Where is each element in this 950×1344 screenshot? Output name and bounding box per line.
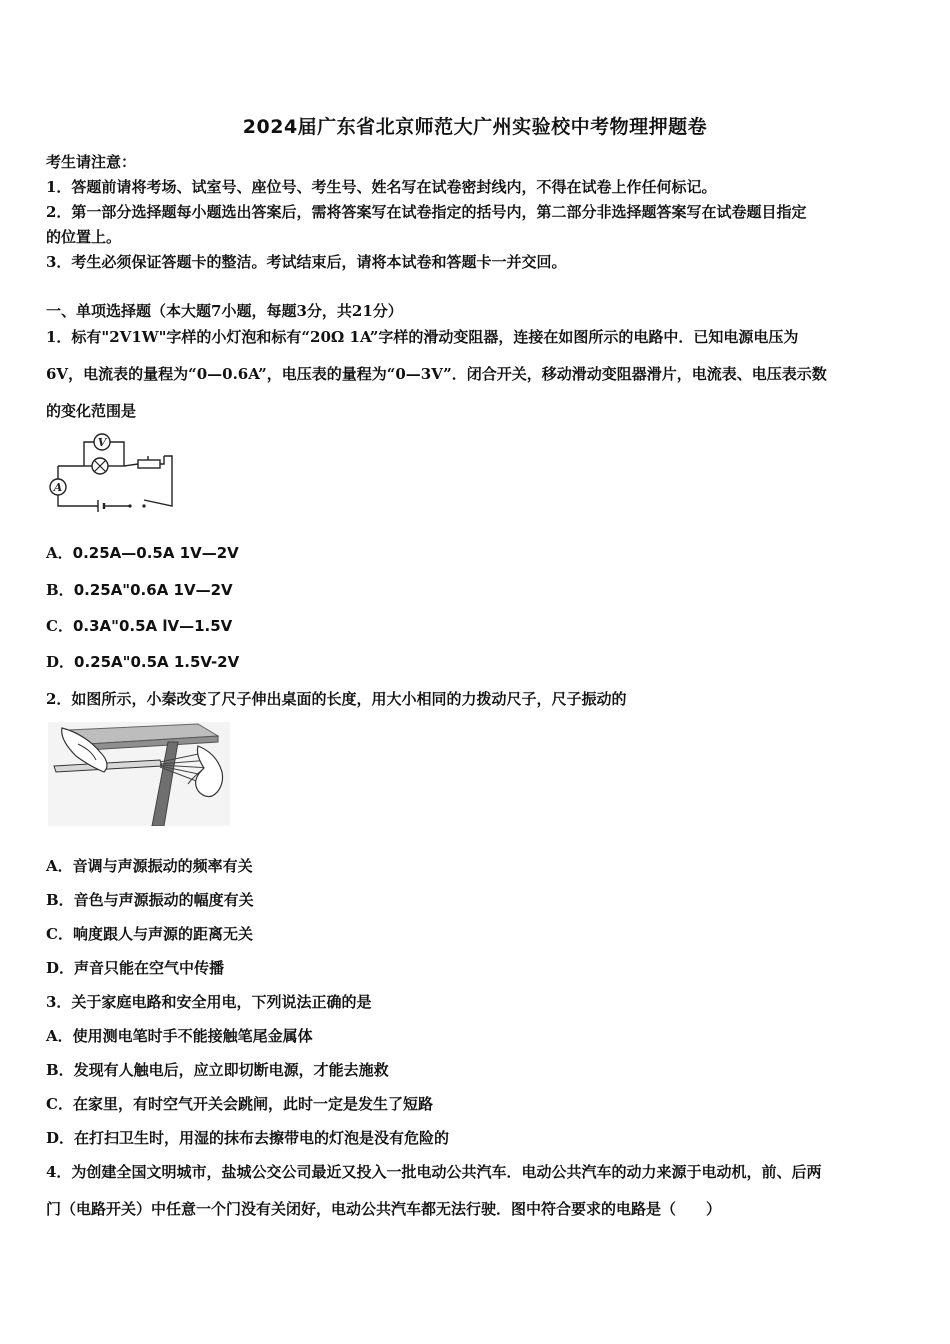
notice-item: 的位置上。 xyxy=(46,228,122,246)
notice-item: 3．考生必须保证答题卡的整洁。考试结束后，请将本试卷和答题卡一并交回。 xyxy=(46,253,567,271)
ammeter-symbol xyxy=(50,479,66,495)
q1-option-d[interactable] xyxy=(46,653,239,671)
voltmeter-label: V xyxy=(97,436,107,449)
option-text: 0.25A—0.5A 1V—2V xyxy=(72,544,239,562)
q3-option-c[interactable]: C．在家里，有时空气开关会跳闸，此时一定是发生了短路 xyxy=(46,1095,433,1113)
option-text: 0.25A"0.6A 1V—2V xyxy=(73,581,233,599)
option-letter: B． xyxy=(46,581,74,599)
section-heading: 一、单项选择题（本大题7小题，每题3分，共21分） xyxy=(46,302,403,320)
option-letter: C． xyxy=(46,617,73,635)
q2-option-a[interactable]: A．音调与声源振动的频率有关 xyxy=(46,857,253,875)
q1-stem-line: 6V，电流表的量程为“0—0.6A”，电压表的量程为“0—3V”．闭合开关，移动滑动变阻器滑片，电流表、电压表示数 xyxy=(46,365,827,383)
option-letter: D． xyxy=(46,653,75,671)
lamp-symbol xyxy=(92,458,108,474)
q2-option-d[interactable]: D．声音只能在空气中传播 xyxy=(46,959,225,977)
notice-item: 1．答题前请将考场、试室号、座位号、考生号、姓名写在试卷密封线内，不得在试卷上作任何标记。 xyxy=(46,178,717,196)
q2-option-c[interactable]: C．响度跟人与声源的距离无关 xyxy=(46,925,253,943)
option-text: 0.25A"0.5A 1.5V-2V xyxy=(74,653,240,671)
q2-option-b[interactable]: B．音色与声源振动的幅度有关 xyxy=(46,891,254,909)
q2-ruler-illustration xyxy=(48,722,230,826)
voltmeter-symbol xyxy=(94,434,110,450)
ammeter-label: A xyxy=(53,481,63,494)
q4-stem-line: 门（电路开关）中任意一个门没有关闭好，电动公共汽车都无法行驶．图中符合要求的电路是（ ） xyxy=(46,1200,722,1218)
notice-heading: 考生请注意： xyxy=(46,153,137,171)
q3-option-a[interactable]: A．使用测电笔时手不能接触笔尾金属体 xyxy=(46,1027,313,1045)
notice-item: 2．第一部分选择题每小题选出答案后，需将答案写在试卷指定的括号内，第二部分非选择题答案写在试卷题目指定 xyxy=(46,203,807,221)
switch-contact xyxy=(128,504,131,507)
q1-circuit-diagram xyxy=(44,430,184,514)
q2-stem: 2．如图所示，小秦改变了尺子伸出桌面的长度，用大小相同的力拨动尺子，尺子振动的 xyxy=(46,690,627,708)
option-text: 0.3A"0.5A lV—1.5V xyxy=(72,617,233,635)
q1-option-c[interactable] xyxy=(46,617,232,635)
switch-contact xyxy=(142,504,145,507)
q1-option-b[interactable] xyxy=(46,581,233,599)
q1-option-a[interactable] xyxy=(46,544,239,562)
option-letter: A． xyxy=(46,544,73,562)
page-title: 2024届广东省北京师范大广州实验校中考物理押题卷 xyxy=(242,116,708,138)
q4-stem-line: 4．为创建全国文明城市，盐城公交公司最近又投入一批电动公共汽车．电动公共汽车的动力来源于电动机，前、后两 xyxy=(46,1163,822,1181)
q3-stem: 3．关于家庭电路和安全用电，下列说法正确的是 xyxy=(46,993,372,1011)
q3-option-b[interactable]: B．发现有人触电后，应立即切断电源，才能去施救 xyxy=(46,1061,389,1079)
q1-stem-line: 的变化范围是 xyxy=(46,402,137,420)
q1-stem-line: 1．标有"2V1W"字样的小灯泡和标有“20Ω 1A”字样的滑动变阻器，连接在如图所示的电路中．已知电源电压为 xyxy=(46,328,799,346)
q3-option-d[interactable]: D．在打扫卫生时，用湿的抹布去擦带电的灯泡是没有危险的 xyxy=(46,1129,450,1147)
